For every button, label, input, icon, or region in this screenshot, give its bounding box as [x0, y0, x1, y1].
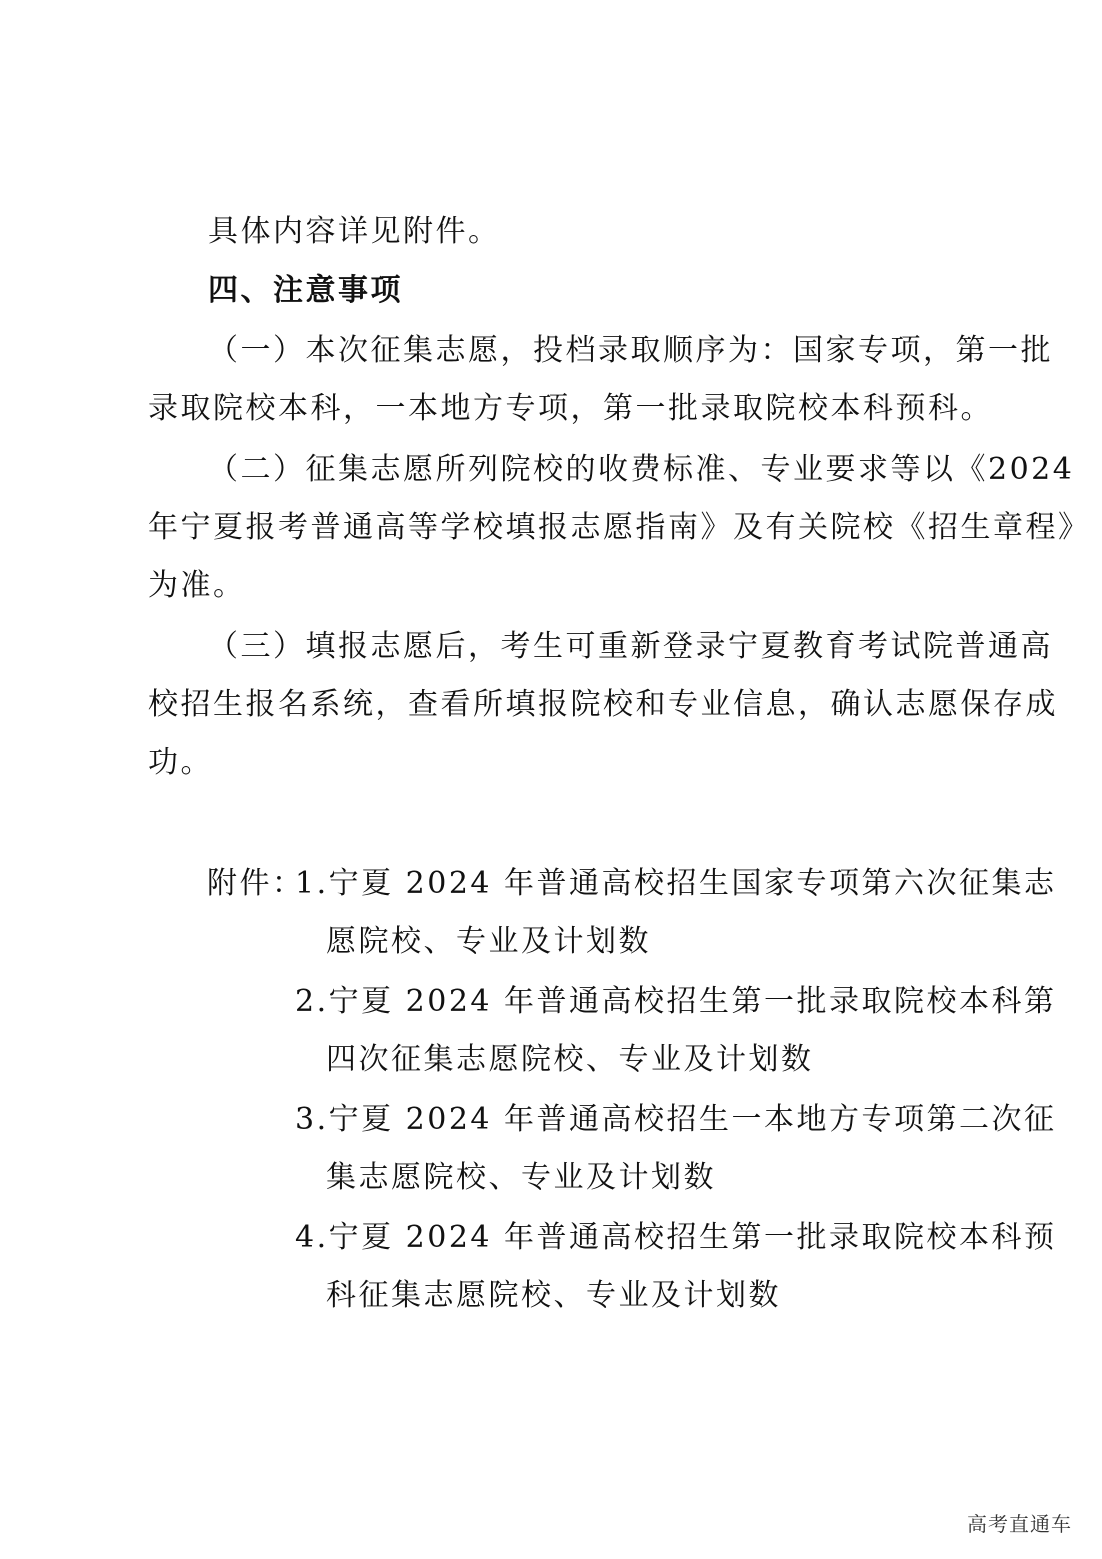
paragraph-line: 年宁夏报考普通高等学校填报志愿指南》及有关院校《招生章程》	[148, 510, 1091, 545]
paragraph-line: 校招生报名系统，查看所填报院校和专业信息，确认志愿保存成	[148, 687, 1058, 722]
paragraph-line: 具体内容详见附件。	[208, 214, 501, 249]
paragraph-line: 录取院校本科，一本地方专项，第一批录取院校本科预科。	[148, 391, 993, 426]
attachments-label: 附件：	[207, 866, 305, 901]
note-three	[148, 618, 1058, 792]
attachment-line: 集志愿院校、专业及计划数	[326, 1160, 716, 1195]
attachment-item	[295, 973, 1057, 1089]
attachment-line: 3.宁夏 2024 年普通高校招生一本地方专项第二次征	[295, 1102, 1057, 1137]
section-heading-text: 四、注意事项	[208, 273, 403, 308]
watermark: 高考直通车	[967, 1512, 1072, 1536]
attachment-line: 四次征集志愿院校、专业及计划数	[326, 1042, 814, 1077]
section-heading	[148, 262, 968, 320]
paragraph-line: （二）征集志愿所列院校的收费标准、专业要求等以《2024	[208, 452, 1075, 487]
paragraph-line: 为准。	[148, 568, 246, 603]
paragraph-line: （三）填报志愿后，考生可重新登录宁夏教育考试院普通高	[208, 629, 1053, 664]
attachment-item	[295, 855, 1057, 971]
paragraph-detail	[148, 203, 968, 261]
note-one	[148, 322, 1053, 438]
paragraph-line: （一）本次征集志愿，投档录取顺序为：国家专项，第一批	[208, 333, 1053, 368]
attachment-line: 2.宁夏 2024 年普通高校招生第一批录取院校本科第	[295, 984, 1057, 1019]
attachment-line: 愿院校、专业及计划数	[326, 924, 651, 959]
note-two	[148, 441, 1091, 615]
attachment-item	[295, 1091, 1057, 1207]
attachment-line: 科征集志愿院校、专业及计划数	[326, 1278, 781, 1313]
attachment-line: 1.宁夏 2024 年普通高校招生国家专项第六次征集志	[295, 866, 1057, 901]
attachment-line: 4.宁夏 2024 年普通高校招生第一批录取院校本科预	[295, 1220, 1057, 1255]
paragraph-line: 功。	[148, 745, 213, 780]
attachment-item	[295, 1209, 1057, 1325]
